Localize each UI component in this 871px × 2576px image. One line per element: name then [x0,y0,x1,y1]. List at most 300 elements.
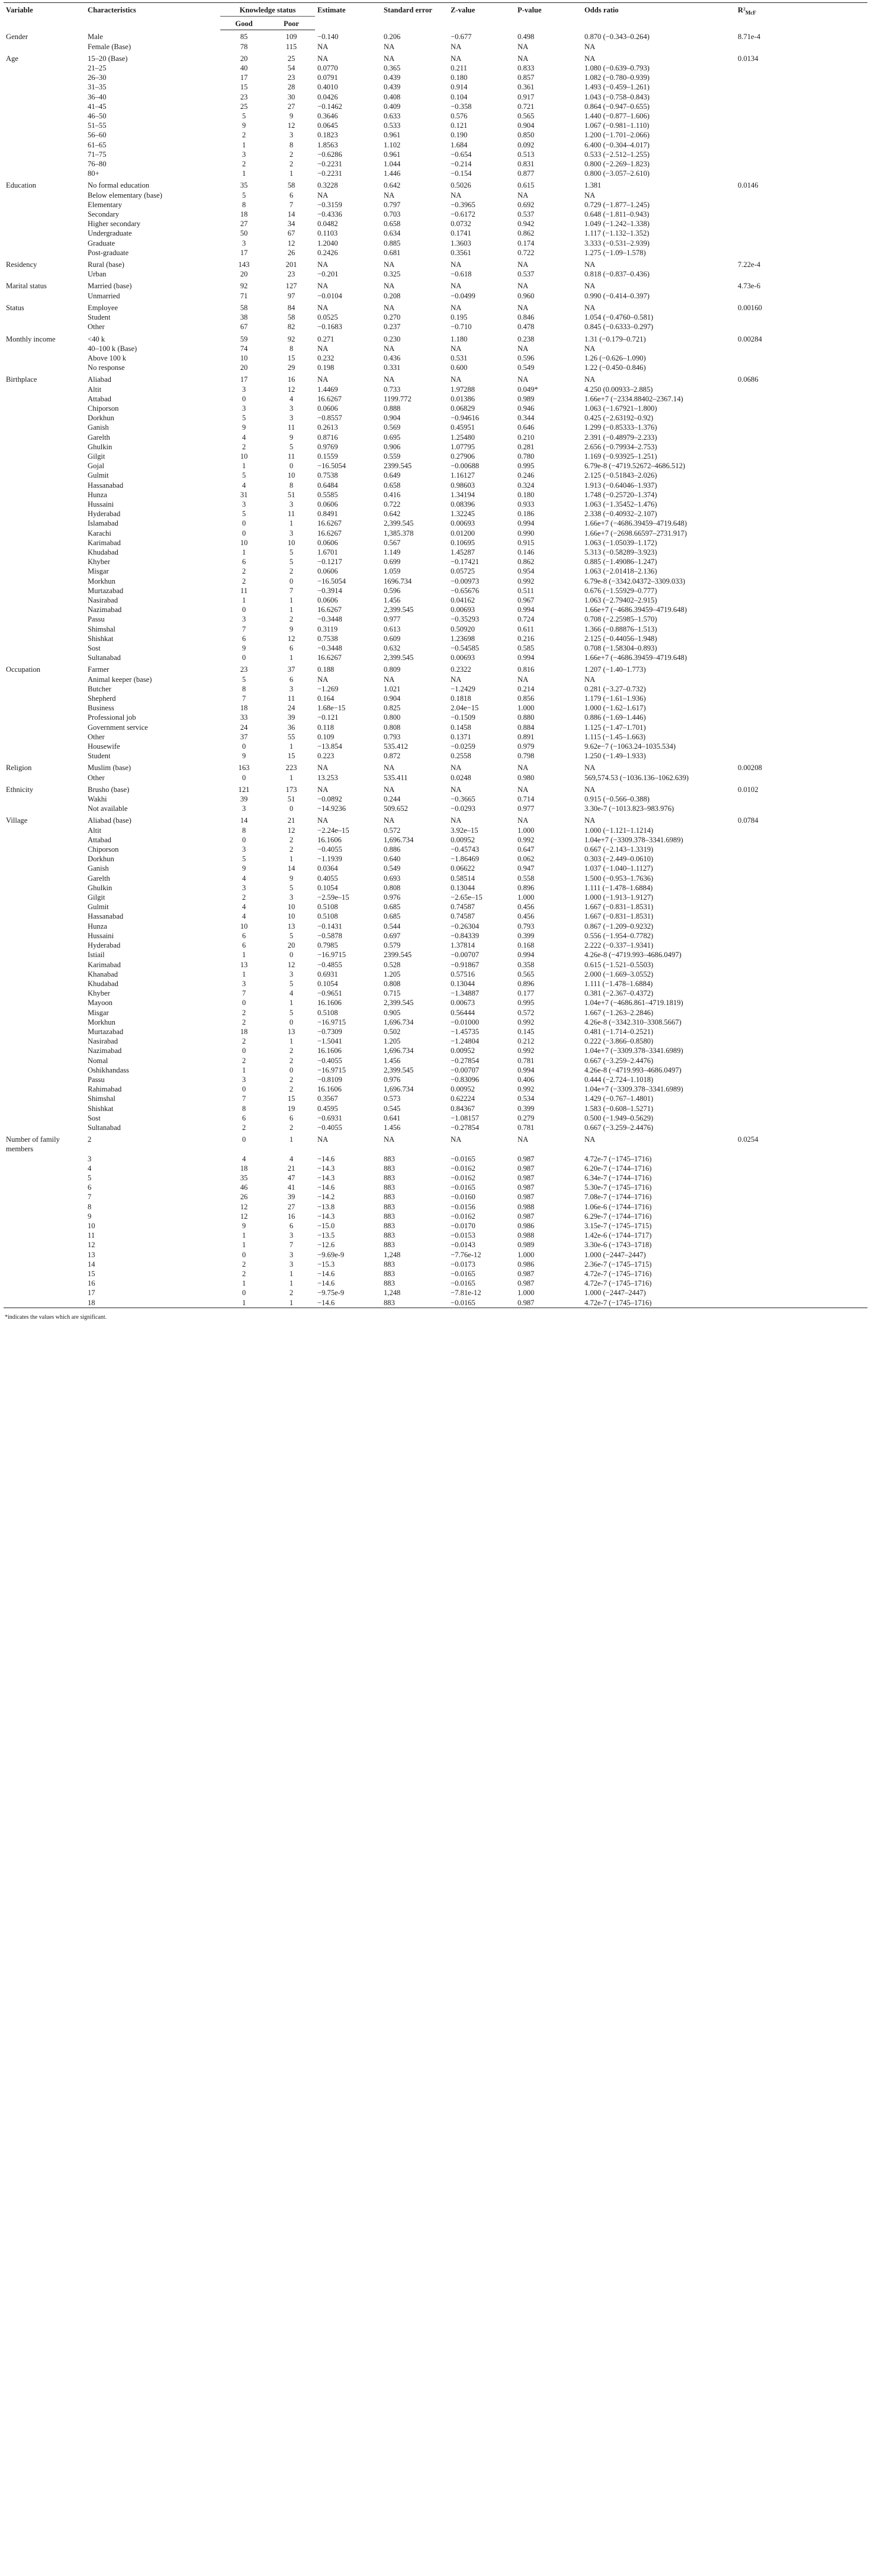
table-row [4,902,867,912]
cell-good-count: 20 [240,54,248,63]
cell-odds-ratio: 0.867 (−1.209–0.9232) [584,922,654,930]
cell-r2 [735,675,867,684]
cell-poor-count: 12 [287,634,295,643]
cell-good-count: 14 [240,816,248,825]
cell-z-value: NA [451,785,462,794]
cell-standard-error: 0.906 [384,442,401,451]
cell-poor-count: 2 [289,835,294,844]
cell-standard-error: NA [384,344,395,353]
cell-p-value: 0.585 [518,644,535,652]
cell-p-value: 0.549 [518,363,535,372]
table-row [4,643,867,653]
cell-z-value: −0.214 [451,160,472,169]
cell-poor-count: 11 [287,510,295,519]
cell-estimate: 0.0791 [317,73,338,82]
cell-odds-ratio: 0.708 (−1.58304–0.893) [584,644,657,652]
cell-variable [4,854,85,864]
cell-p-value: 0.947 [518,864,535,873]
cell-estimate: 0.3646 [317,112,338,121]
cell-r2 [735,150,867,159]
cell-characteristic: Murtazabad [88,586,124,595]
cell-r2 [735,73,867,82]
cell-poor-count: 20 [287,941,295,950]
cell-r2 [735,1192,867,1202]
cell-good-count: 18 [240,704,248,713]
cell-poor-count: 27 [287,102,295,111]
cell-good-count: 9 [242,1221,246,1230]
cell-z-value: −0.00688 [451,462,480,471]
cell-z-value: −0.154 [451,169,472,178]
cell-odds-ratio: 1.06e-6 (−1744–1716) [584,1202,652,1211]
cell-r2 [735,1288,867,1297]
cell-r2 [735,1104,867,1113]
cell-variable [4,557,85,566]
cell-r2 [735,1250,867,1260]
table-row [4,988,867,998]
cell-standard-error: 2,399.545 [384,653,414,662]
cell-standard-error: 2,399.545 [384,519,414,528]
cell-poor-count: 6 [289,1221,294,1230]
cell-r2 [735,1240,867,1250]
cell-p-value: 0.246 [518,471,535,480]
cell-good-count: 0 [242,1250,246,1259]
cell-characteristic: 3 [88,1154,92,1163]
cell-variable [4,1260,85,1269]
cell-good-count: 12 [240,1212,248,1221]
cell-characteristic: Oshikhandass [88,1065,129,1074]
cell-standard-error: NA [384,282,395,291]
cell-variable [4,433,85,442]
table-row [4,864,867,873]
cell-r2 [735,998,867,1007]
cell-variable [4,423,85,432]
table-row [4,490,867,500]
table-row [4,269,867,279]
table-row [4,1288,867,1297]
cell-good-count: 6 [242,1113,246,1122]
cell-standard-error: 1.059 [384,567,401,576]
cell-characteristic: Above 100 k [88,353,127,362]
cell-z-value: −0.677 [451,32,472,41]
cell-poor-count: 6 [289,644,294,652]
cell-poor-count: 10 [287,538,295,547]
cell-variable [4,481,85,490]
cell-odds-ratio: 1.66e+7 (−4686.39459–4719.648) [584,653,687,662]
cell-estimate: −14.6 [317,1270,335,1278]
cell-variable: Monthly income [6,334,56,343]
cell-r2 [735,1017,867,1027]
cell-p-value: 0.994 [518,606,535,614]
cell-p-value: 0.146 [518,548,535,556]
cell-estimate: −0.4055 [317,1123,342,1132]
cell-characteristic: 26–30 [88,73,107,82]
cell-standard-error: 1,248 [384,1250,401,1259]
cell-good-count: 78 [240,42,248,51]
table-row [4,529,867,538]
cell-poor-count: 36 [287,723,295,732]
cell-r2: 0.00160 [738,303,762,312]
cell-p-value: 0.992 [518,1085,535,1094]
cell-characteristic: Gilgit [88,893,105,902]
cell-p-value: 0.647 [518,845,535,854]
cell-r2 [735,902,867,912]
table-row [4,140,867,150]
cell-standard-error: 0.808 [384,723,401,732]
cell-z-value: 0.05725 [451,567,475,576]
cell-good-count: 5 [242,191,246,199]
cell-variable [4,634,85,643]
cell-r2 [735,874,867,883]
cell-p-value: 0.537 [518,210,535,219]
cell-z-value: −0.358 [451,102,472,111]
cell-variable [4,1240,85,1250]
cell-p-value: 0.781 [518,1056,535,1065]
cell-poor-count: 1 [289,773,294,782]
cell-estimate: −0.6931 [317,1113,342,1122]
cell-variable: Marital status [6,282,47,291]
cell-variable: Age [6,54,18,63]
cell-standard-error: 0.905 [384,1008,401,1017]
table-row [4,279,867,291]
cell-odds-ratio: 1.111 (−1.478–1.6884) [584,883,653,892]
cell-p-value: 0.880 [518,713,535,722]
cell-estimate: −0.3448 [317,615,342,624]
cell-odds-ratio: 1.667 (−1.263–2.2846) [584,1008,654,1017]
table-row [4,404,867,413]
cell-estimate: −0.3914 [317,586,342,595]
cell-variable [4,92,85,102]
cell-r2 [735,1008,867,1017]
cell-good-count: 11 [240,586,248,595]
cell-good-count: 1 [242,1279,246,1288]
cell-p-value: 0.987 [518,1212,535,1221]
table-row [4,385,867,394]
cell-odds-ratio: NA [584,375,596,384]
cell-odds-ratio: 1.063 (−2.79402–2.915) [584,595,657,604]
cell-p-value: 0.214 [518,684,535,693]
cell-r2 [735,538,867,548]
cell-odds-ratio: 1.179 (−1.61–1.936) [584,694,646,703]
cell-estimate: 0.8491 [317,510,338,519]
cell-good-count: 7 [242,989,246,998]
cell-odds-ratio: NA [584,816,596,825]
table-row [4,662,867,674]
cell-standard-error: 1696.734 [384,577,412,585]
cell-estimate: −14.6 [317,1154,335,1163]
cell-r2 [735,1183,867,1192]
cell-good-count: 18 [240,210,248,219]
cell-characteristic: Sost [88,644,101,652]
cell-variable [4,509,85,519]
cell-estimate: 0.109 [317,732,335,741]
cell-estimate: 0.1823 [317,131,338,140]
cell-poor-count: 7 [289,200,294,209]
cell-good-count: 5 [242,414,246,423]
cell-estimate: −0.121 [317,713,339,722]
table-row [4,248,867,257]
cell-p-value: 0.793 [518,922,535,930]
cell-estimate: −0.1217 [317,558,342,566]
cell-variable [4,1046,85,1055]
cell-p-value: NA [518,1135,529,1144]
cell-characteristic: Dorkhun [88,414,114,423]
cell-r2 [735,500,867,509]
cell-poor-count: 9 [289,874,294,883]
header-knowledge-status: Knowledge status [220,3,315,17]
cell-p-value: 0.846 [518,313,535,322]
cell-variable [4,228,85,238]
table-row [4,703,867,713]
cell-odds-ratio: 1.067 (−0.981–1.110) [584,121,650,130]
cell-estimate: 0.1559 [317,452,338,461]
cell-poor-count: 2 [289,1046,294,1055]
cell-characteristic: 21–25 [88,64,107,73]
table-row [4,874,867,883]
cell-estimate: −14.3 [317,1212,335,1221]
header-characteristics: Characteristics [85,3,220,30]
cell-standard-error: 1.149 [384,548,401,556]
cell-z-value: 0.00693 [451,606,475,614]
cell-z-value: −0.0143 [451,1241,475,1250]
table-row [4,1084,867,1094]
cell-odds-ratio: 569,574.53 (−1036.136–1062.639) [584,773,689,782]
cell-good-count: 2 [242,1270,246,1278]
cell-odds-ratio: 1.299 (−0.85333–1.376) [584,423,657,432]
cell-good-count: 3 [242,615,246,624]
cell-characteristic: 40–100 k (Base) [88,344,137,353]
cell-standard-error: NA [384,303,395,312]
cell-characteristic: 10 [88,1221,95,1230]
cell-z-value: −0.1509 [451,713,475,722]
table-row [4,1046,867,1055]
cell-estimate: 0.4010 [317,83,338,92]
cell-variable [4,773,85,783]
cell-r2 [735,130,867,140]
cell-odds-ratio: 1.063 (−1.35452–1.476) [584,500,657,508]
cell-variable: Education [6,181,37,190]
cell-poor-count: 1 [289,1279,294,1288]
cell-standard-error: 0.808 [384,979,401,988]
cell-r2 [735,169,867,178]
cell-estimate: 0.5108 [317,903,338,912]
cell-standard-error: 0.633 [384,112,401,121]
cell-good-count: 85 [240,33,248,41]
cell-poor-count: 2 [289,1085,294,1094]
cell-estimate: 0.0645 [317,121,338,130]
cell-z-value: −0.0170 [451,1221,475,1230]
cell-r2 [735,1084,867,1094]
cell-good-count: 1 [242,1298,246,1307]
cell-poor-count: 5 [289,548,294,556]
cell-p-value: 0.092 [518,140,535,149]
cell-standard-error: 0.244 [384,795,401,804]
cell-standard-error: 0.549 [384,864,401,873]
cell-standard-error: 0.703 [384,210,401,219]
cell-poor-count: 223 [285,764,297,772]
cell-characteristic: Islamabad [88,519,118,528]
cell-standard-error: NA [384,42,395,51]
table-row [4,150,867,159]
cell-standard-error: 0.793 [384,732,401,741]
table-row [4,1036,867,1046]
cell-variable [4,751,85,761]
cell-p-value: 0.781 [518,1123,535,1132]
table-row [4,1260,867,1269]
cell-z-value: −0.35293 [451,615,480,624]
cell-standard-error: 509.652 [384,804,408,813]
cell-characteristic: 16 [88,1279,95,1288]
cell-poor-count: 0 [289,577,294,585]
cell-r2 [735,922,867,931]
cell-z-value: 0.13044 [451,883,475,892]
cell-z-value: −0.6172 [451,210,475,219]
cell-p-value: 0.833 [518,64,535,73]
cell-standard-error: 0.609 [384,634,401,643]
cell-standard-error: 883 [384,1270,395,1278]
cell-z-value: −1.2429 [451,684,475,693]
cell-characteristic: 4 [88,1164,92,1173]
cell-good-count: 17 [240,73,248,82]
cell-standard-error: 0.206 [384,32,401,41]
cell-variable [4,979,85,988]
cell-variable [4,1164,85,1173]
cell-poor-count: 5 [289,558,294,566]
cell-p-value: 0.498 [518,32,535,41]
cell-good-count: 40 [240,64,248,73]
cell-p-value: 0.180 [518,490,535,499]
cell-z-value: 0.27906 [451,452,475,461]
table-row [4,1075,867,1084]
cell-variable [4,1084,85,1094]
table-row [4,301,867,313]
table-row [4,257,867,269]
cell-estimate: −16.9715 [317,951,346,959]
cell-characteristic: Nasirabad [88,595,118,604]
cell-poor-count: 9 [289,433,294,442]
cell-standard-error: 1,248 [384,1289,401,1297]
cell-z-value: 0.0248 [451,773,471,782]
cell-good-count: 31 [240,490,248,499]
cell-poor-count: 67 [287,229,295,238]
cell-z-value: NA [451,54,462,63]
table-row [4,130,867,140]
table-row [4,998,867,1007]
cell-good-count: 2 [242,1260,246,1268]
cell-odds-ratio: 1.200 (−1.701–2.066) [584,131,650,140]
cell-estimate: NA [317,1135,329,1144]
cell-standard-error: 883 [384,1202,395,1211]
cell-z-value: −0.0156 [451,1202,475,1211]
cell-odds-ratio: 0.425 (−2.63192–0.92) [584,414,654,423]
cell-odds-ratio: 1.31 (−0.179–0.721) [584,334,646,343]
table-row [4,883,867,893]
cell-z-value: NA [451,375,462,384]
cell-p-value: 0.049* [518,385,538,394]
cell-good-count: 2 [242,1123,246,1132]
cell-z-value: −0.0173 [451,1260,475,1268]
cell-standard-error: 883 [384,1212,395,1221]
cell-odds-ratio: NA [584,42,596,51]
cell-good-count: 0 [242,394,246,403]
cell-z-value: −0.00707 [451,1065,480,1074]
cell-variable [4,1202,85,1212]
cell-variable [4,684,85,694]
cell-poor-count: 37 [287,665,295,674]
cell-characteristic: Passu [88,1075,105,1084]
cell-variable [4,675,85,684]
cell-good-count: 1 [242,548,246,556]
cell-characteristic: 17 [88,1289,95,1297]
cell-odds-ratio: 1.500 (−0.953–1.7636) [584,874,654,883]
cell-variable [4,566,85,576]
cell-characteristic: Aliabad [88,375,111,384]
cell-z-value: 0.84367 [451,1104,475,1113]
table-row [4,239,867,248]
cell-odds-ratio: 0.444 (−2.724–1.1018) [584,1075,654,1084]
header-z-value: Z-value [448,3,515,30]
cell-characteristic: 8 [88,1202,92,1211]
cell-standard-error: 0.961 [384,131,401,140]
cell-p-value: 0.216 [518,634,535,643]
table-row [4,723,867,732]
cell-z-value: 0.13044 [451,979,475,988]
cell-good-count: 3 [242,150,246,159]
cell-p-value: 0.896 [518,979,535,988]
cell-odds-ratio: 2.000 (−1.669–3.0552) [584,970,654,978]
cell-z-value: −0.26304 [451,922,480,930]
cell-estimate: −9.69e-9 [317,1250,345,1259]
cell-standard-error: 883 [384,1164,395,1173]
cell-p-value: NA [518,260,529,269]
cell-good-count: 2 [242,1008,246,1017]
cell-r2 [735,1036,867,1046]
r2-symbol: R² [738,6,745,14]
cell-r2 [735,1065,867,1075]
cell-r2 [735,557,867,566]
cell-r2 [735,159,867,169]
cell-variable [4,1231,85,1240]
cell-variable [4,490,85,500]
cell-p-value: NA [518,675,529,684]
cell-odds-ratio: 1.667 (−0.831–1.8531) [584,912,654,921]
cell-good-count: 4 [242,1154,246,1163]
cell-r2 [735,102,867,111]
cell-z-value: 0.104 [451,92,468,101]
cell-good-count: 121 [238,785,250,794]
cell-estimate: 16.1606 [317,1046,342,1055]
cell-good-count: 0 [242,1135,246,1144]
cell-p-value: 0.358 [518,960,535,969]
cell-characteristic: 61–65 [88,140,107,149]
cell-z-value: 1.3603 [451,239,471,247]
cell-odds-ratio: 0.556 (−1.954–0.7782) [584,931,654,940]
cell-standard-error: 0.977 [384,615,401,624]
cell-poor-count: 16 [287,1212,295,1221]
cell-odds-ratio: 0.500 (−1.949–0.5629) [584,1113,654,1122]
cell-good-count: 3 [242,979,246,988]
cell-estimate: 0.0525 [317,313,338,322]
cell-r2: 0.0784 [738,816,758,825]
cell-poor-count: 6 [289,1113,294,1122]
cell-characteristic: Shimshal [88,624,115,633]
cell-odds-ratio: 1.66e+7 (−2334.88402–2367.14) [584,394,683,403]
cell-poor-count: 3 [289,131,294,140]
cell-r2 [735,1212,867,1221]
cell-good-count: 3 [242,500,246,508]
header-poor: Poor [268,17,315,30]
cell-characteristic: 9 [88,1212,92,1221]
cell-standard-error: 0.325 [384,270,401,279]
